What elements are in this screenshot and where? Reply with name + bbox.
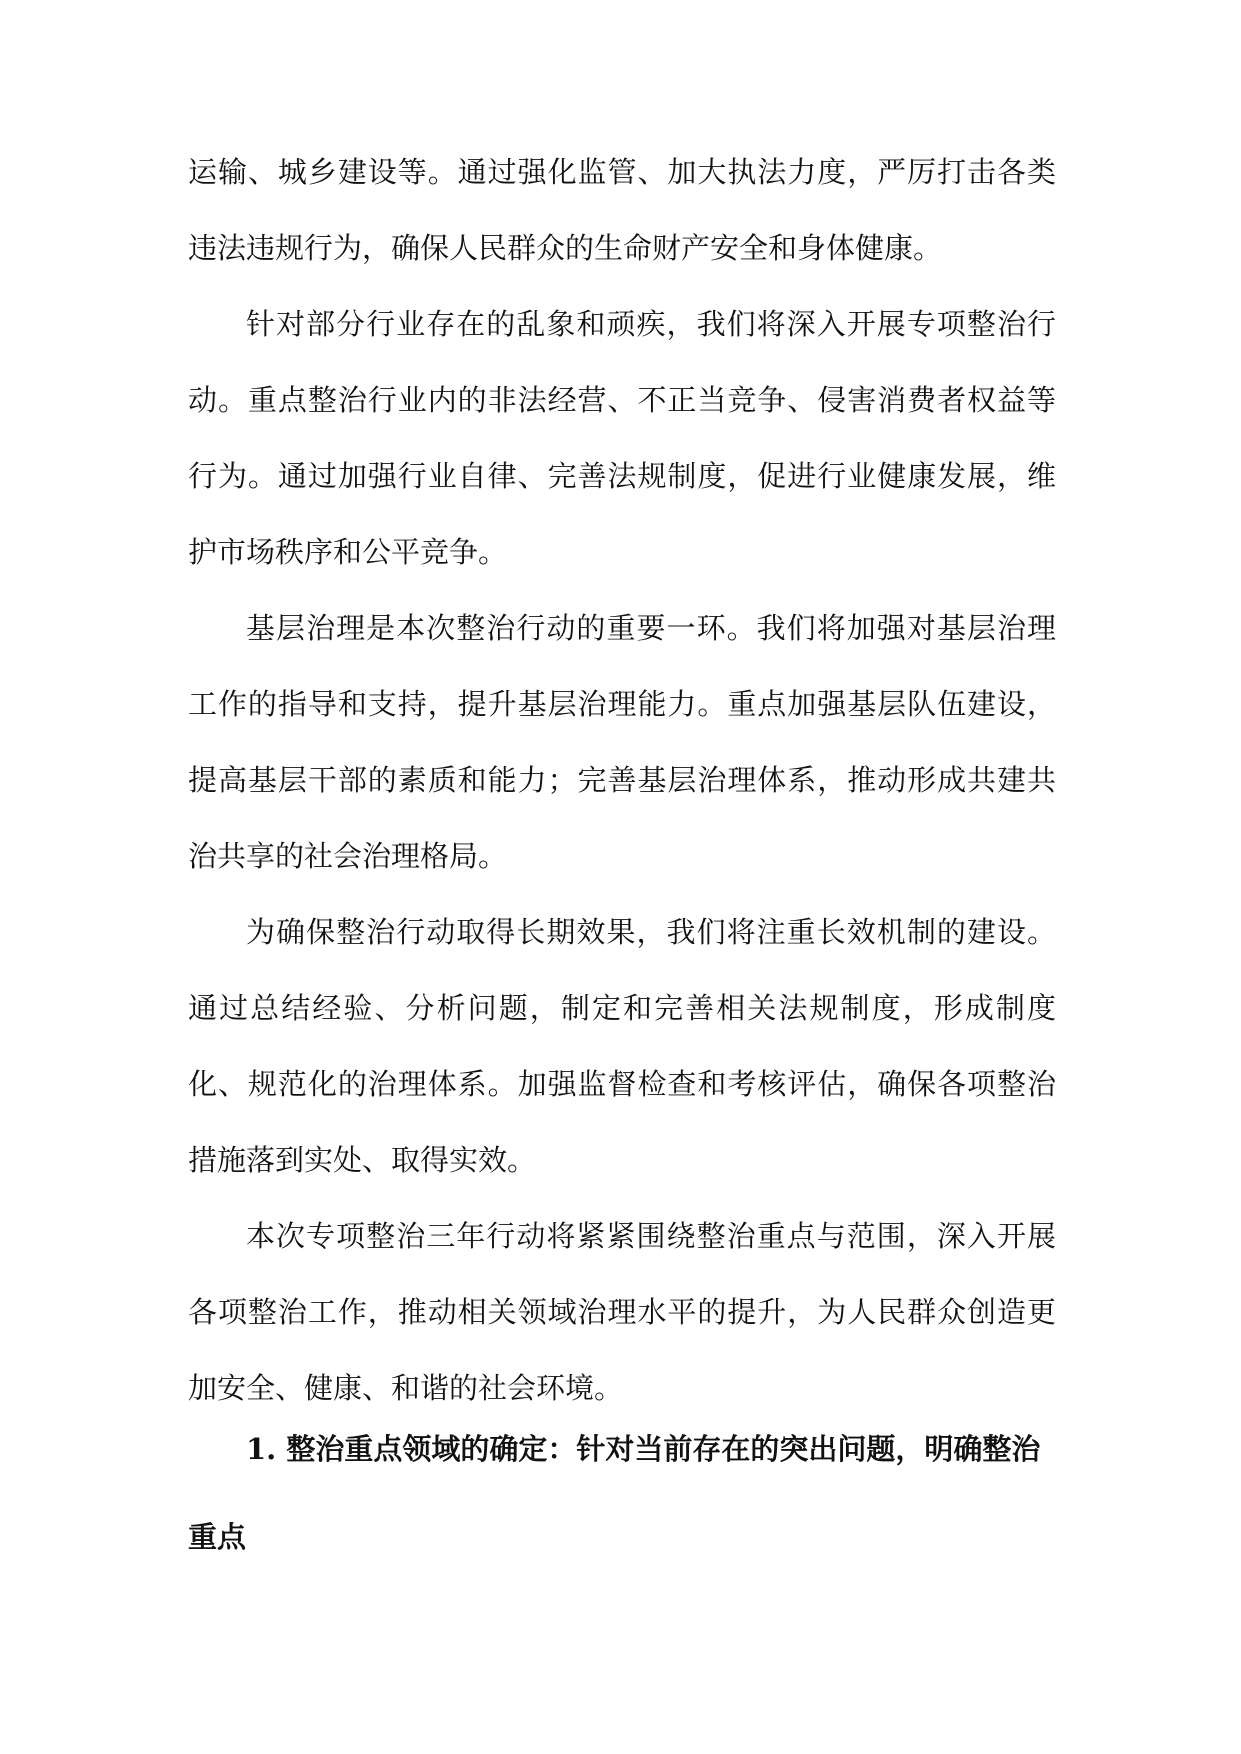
document-page [188,0,1056,1754]
section-heading: 1. 整治重点领域的确定：针对当前存在的突出问题，明确整治重点 [188,1432,1041,1554]
body-paragraph: 针对部分行业存在的乱象和顽疾，我们将深入开展专项整治行动。重点整治行业内的非法经营、不正当竞争、侵害消费者权益等行为。通过加强行业自律、完善法规制度，促进行业健康发展，维护市场秩序和公平竞争。 [188,307,1056,569]
body-paragraph: 本次专项整治三年行动将紧紧围绕整治重点与范围，深入开展各项整治工作，推动相关领域治理水平的提升，为人民群众创造更加安全、健康、和谐的社会环境。 [188,1219,1056,1405]
body-paragraph: 基层治理是本次整治行动的重要一环。我们将加强对基层治理工作的指导和支持，提升基层治理能力。重点加强基层队伍建设，提高基层干部的素质和能力；完善基层治理体系，推动形成共建共治共享的社会治理格局。 [188,611,1056,873]
body-paragraph: 为确保整治行动取得长期效果，我们将注重长效机制的建设。通过总结经验、分析问题，制定和完善相关法规制度，形成制度化、规范化的治理体系。加强监督检查和考核评估，确保各项整治措施落到实处、取得实效。 [188,915,1056,1177]
continuation-paragraph: 运输、城乡建设等。通过强化监管、加大执法力度，严厉打击各类违法违规行为，确保人民群众的生命财产安全和身体健康。 [188,155,1056,265]
